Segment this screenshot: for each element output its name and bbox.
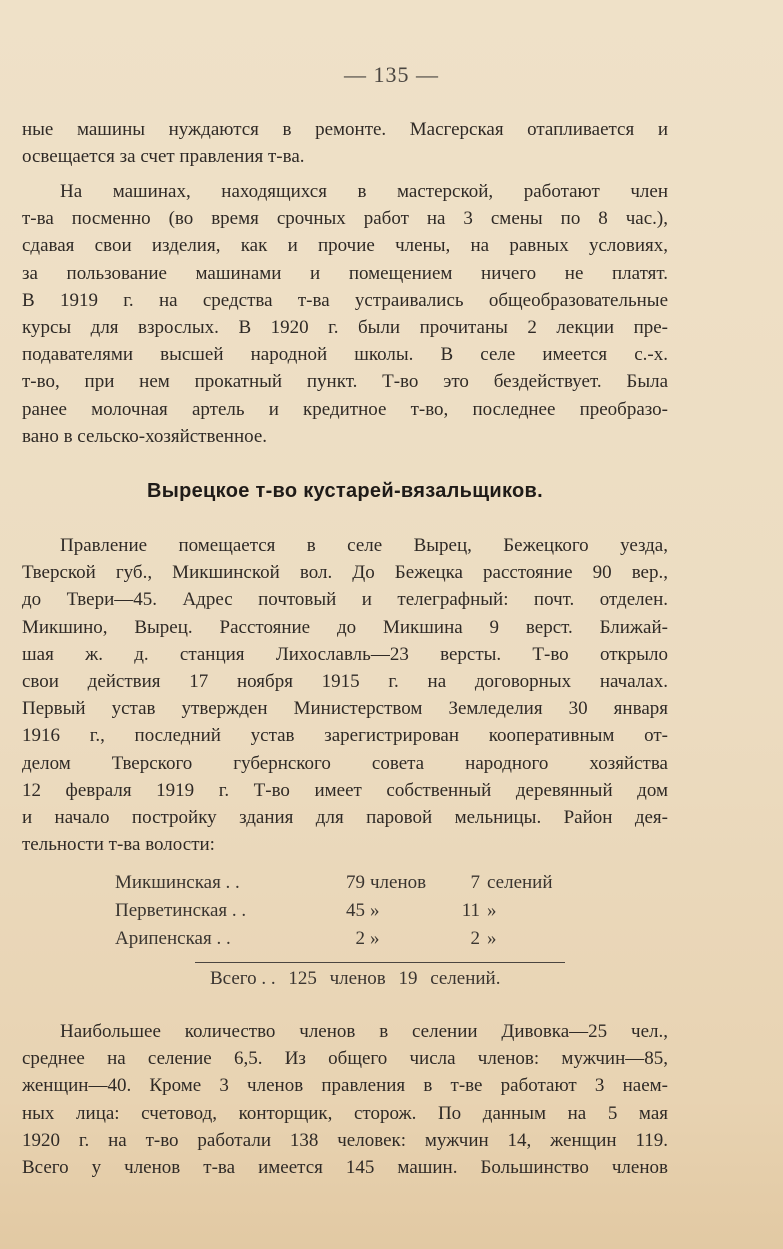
text-line: 1916 г., последний устав зарегистрирован кооперативным от- <box>22 725 668 747</box>
text-line: Тверской губ., Микшинской вол. До Бежецка расстояние 90 вер., <box>22 562 668 584</box>
text-line: Первый устав утвержден Министерством Земледелия 30 января <box>22 698 668 720</box>
total-divider <box>195 962 565 963</box>
text-line: подавателями высшей народной школы. В селе имеется с.-х. <box>22 344 668 366</box>
text-line: т-ва посменно (во время срочных работ на 3 смены по 8 час.), <box>22 208 668 230</box>
text-line: ранее молочная артель и кредитное т-во, последнее преобразо- <box>22 398 668 420</box>
total-villages: 19 <box>398 968 418 989</box>
paragraph-vyrets <box>22 532 668 858</box>
text-line: делом Тверского губернского совета народного хозяйства <box>22 752 668 774</box>
text-line: сдавая свои изделия, как и прочие члены, на равных условиях, <box>22 235 668 257</box>
text-line: среднее на селение 6,5. Из общего числа членов: мужчин—85, <box>22 1048 668 1070</box>
section-heading: Вырецкое т-во кустарей-вязальщиков. <box>146 480 544 502</box>
text-line: На машинах, находящихся в мастерской, работают член <box>60 181 668 202</box>
villages-count: 11 <box>461 900 480 921</box>
paragraph-workshop <box>22 178 668 450</box>
text-line: Всего у членов т-ва имеется 145 машин. Большинство членов <box>22 1157 668 1179</box>
members-count: 2 <box>355 928 365 949</box>
villages-unit: » <box>487 928 497 949</box>
table-total-row <box>210 968 508 990</box>
members-unit: » <box>370 928 380 949</box>
text-line: до Твери—45. Адрес почтовый и телеграфный: почт. отделен. <box>22 589 668 611</box>
volost-name: Микшинская . . <box>115 872 240 893</box>
text-line: свои действия 17 ноября 1915 г. на договорных началах. <box>22 671 668 693</box>
total-members-unit: членов <box>329 968 386 989</box>
paragraph-members <box>22 1018 668 1181</box>
text-line: за пользование машинами и помещением ничего не платят. <box>22 262 668 284</box>
members-count: 79 <box>346 872 365 893</box>
paragraph-continuation <box>22 116 668 170</box>
text-line: тельности т-ва волости: <box>22 834 215 856</box>
villages-count: 2 <box>470 928 480 949</box>
text-line: женщин—40. Кроме 3 членов правления в т-ве работают 3 наем- <box>22 1075 668 1097</box>
text-line: 1920 г. на т-во работали 138 человек: мужчин 14, женщин 119. <box>22 1129 668 1151</box>
total-villages-unit: селений. <box>430 968 501 989</box>
table-row <box>115 928 575 956</box>
text-line: Наибольшее количество членов в селении Дивовка—25 чел., <box>60 1021 668 1042</box>
members-unit: » <box>370 900 380 921</box>
text-line: В 1919 г. на средства т-ва устраивались общеобразовательные <box>22 289 668 311</box>
text-line: и начало постройку здания для паровой мельницы. Район дея- <box>22 807 668 829</box>
volost-name: Перветинская . . <box>115 900 247 921</box>
villages-unit: » <box>487 900 497 921</box>
table-row <box>115 900 575 928</box>
villages-unit: селений <box>487 872 553 893</box>
text-line: ных лица: счетовод, конторщик, сторож. По данным на 5 мая <box>22 1102 668 1124</box>
text-line: 12 февраля 1919 г. Т-во имеет собственный деревянный дом <box>22 779 668 801</box>
table-row <box>115 872 575 900</box>
total-members: 125 <box>288 968 317 989</box>
text-line: курсы для взрослых. В 1920 г. были прочитаны 2 лекции пре- <box>22 317 668 339</box>
total-label: Всего . . <box>210 968 276 989</box>
villages-count: 7 <box>470 872 480 893</box>
members-count: 45 <box>346 900 365 921</box>
text-line: вано в сельско-хозяйственное. <box>22 425 268 447</box>
text-line: Правление помещается в селе Вырец, Бежецкого уезда, <box>60 535 668 556</box>
volost-name: Арипенская . . <box>115 928 231 949</box>
text-line: Микшино, Вырец. Расстояние до Микшина 9 верст. Ближай- <box>22 616 668 638</box>
text-line: шая ж. д. станция Лихославль—23 версты. Т-во открыло <box>22 643 668 665</box>
text-line: ные машины нуждаются в ремонте. Масгерская отапливается и <box>22 119 668 140</box>
text-line: освещается за счет правления т-ва. <box>22 146 305 168</box>
members-unit: членов <box>370 872 427 893</box>
volost-table <box>115 872 575 956</box>
text-line: т-во, при нем прокатный пункт. Т-во это бездействует. Была <box>22 371 668 393</box>
page-number: — 135 — <box>344 62 439 87</box>
